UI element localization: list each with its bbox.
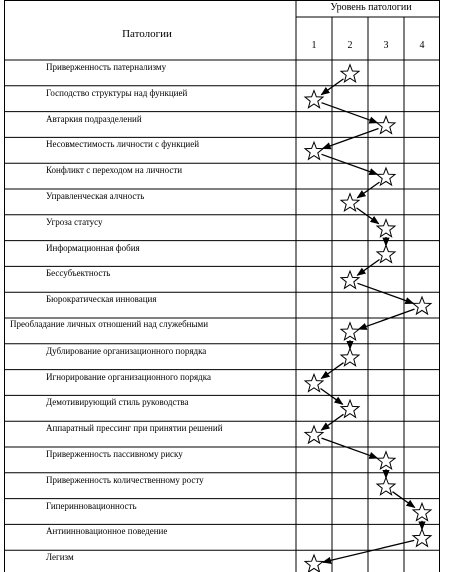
star-marker <box>377 220 395 237</box>
row-label: Управленческая алчность <box>46 191 145 201</box>
transition-arrow <box>322 438 378 458</box>
row-label: Бессубъектность <box>46 268 111 279</box>
row-label: Несовместимость личности с функцией <box>46 139 200 150</box>
row-label: Автаркия подразделений <box>46 113 142 124</box>
star-marker <box>305 426 323 443</box>
transition-arrow <box>359 309 415 329</box>
row-label: Демотивирующий стиль руководства <box>46 397 189 408</box>
header-level-4: 4 <box>419 40 425 51</box>
row-label: Аппаратный прессинг при принятии решений <box>46 423 223 434</box>
star-marker <box>305 91 323 108</box>
transition-arrow <box>322 103 378 123</box>
grid-lines <box>4 0 440 572</box>
row-label: Легизм <box>46 552 74 563</box>
row-label: Информационная фобия <box>46 242 140 253</box>
row-label: Господство структуры над функцией <box>46 87 188 98</box>
transition-arrow <box>323 129 379 149</box>
transition-arrow <box>358 283 414 303</box>
row-label: Дублирование организационного порядка <box>46 345 207 356</box>
header-level-3: 3 <box>383 40 389 51</box>
row-label: Приверженность патернализму <box>46 62 167 72</box>
star-marker <box>305 142 323 159</box>
star-marker <box>305 555 323 572</box>
header-level-title: Уровень патологии <box>330 2 412 13</box>
row-label: Бюрократическая инновация <box>46 294 157 305</box>
star-marker <box>413 297 431 314</box>
row-label: Угроза статусу <box>46 216 103 227</box>
row-label: Приверженность пассивному риску <box>46 449 183 459</box>
row-label: Преобладание личных отношений над служебными <box>10 319 209 329</box>
star-marker <box>377 116 395 133</box>
header-level-1: 1 <box>311 40 317 51</box>
row-label: Приверженность количественному росту <box>46 474 204 485</box>
header-level-2: 2 <box>347 40 353 51</box>
row-label: Игнорирование организационного порядка <box>46 371 211 382</box>
row-label: Гиперинновационность <box>46 500 137 511</box>
row-label: Конфликт с переходом на личности <box>46 165 183 176</box>
star-marker <box>341 271 359 288</box>
star-marker <box>341 323 359 340</box>
row-label: Антиинновационное поведение <box>46 526 168 537</box>
star-marker <box>413 529 431 546</box>
star-marker <box>377 452 395 469</box>
transition-arrow <box>322 154 378 174</box>
star-marker <box>413 503 431 520</box>
header-pathologies: Патологии <box>122 28 172 40</box>
transition-arrows <box>321 79 423 562</box>
